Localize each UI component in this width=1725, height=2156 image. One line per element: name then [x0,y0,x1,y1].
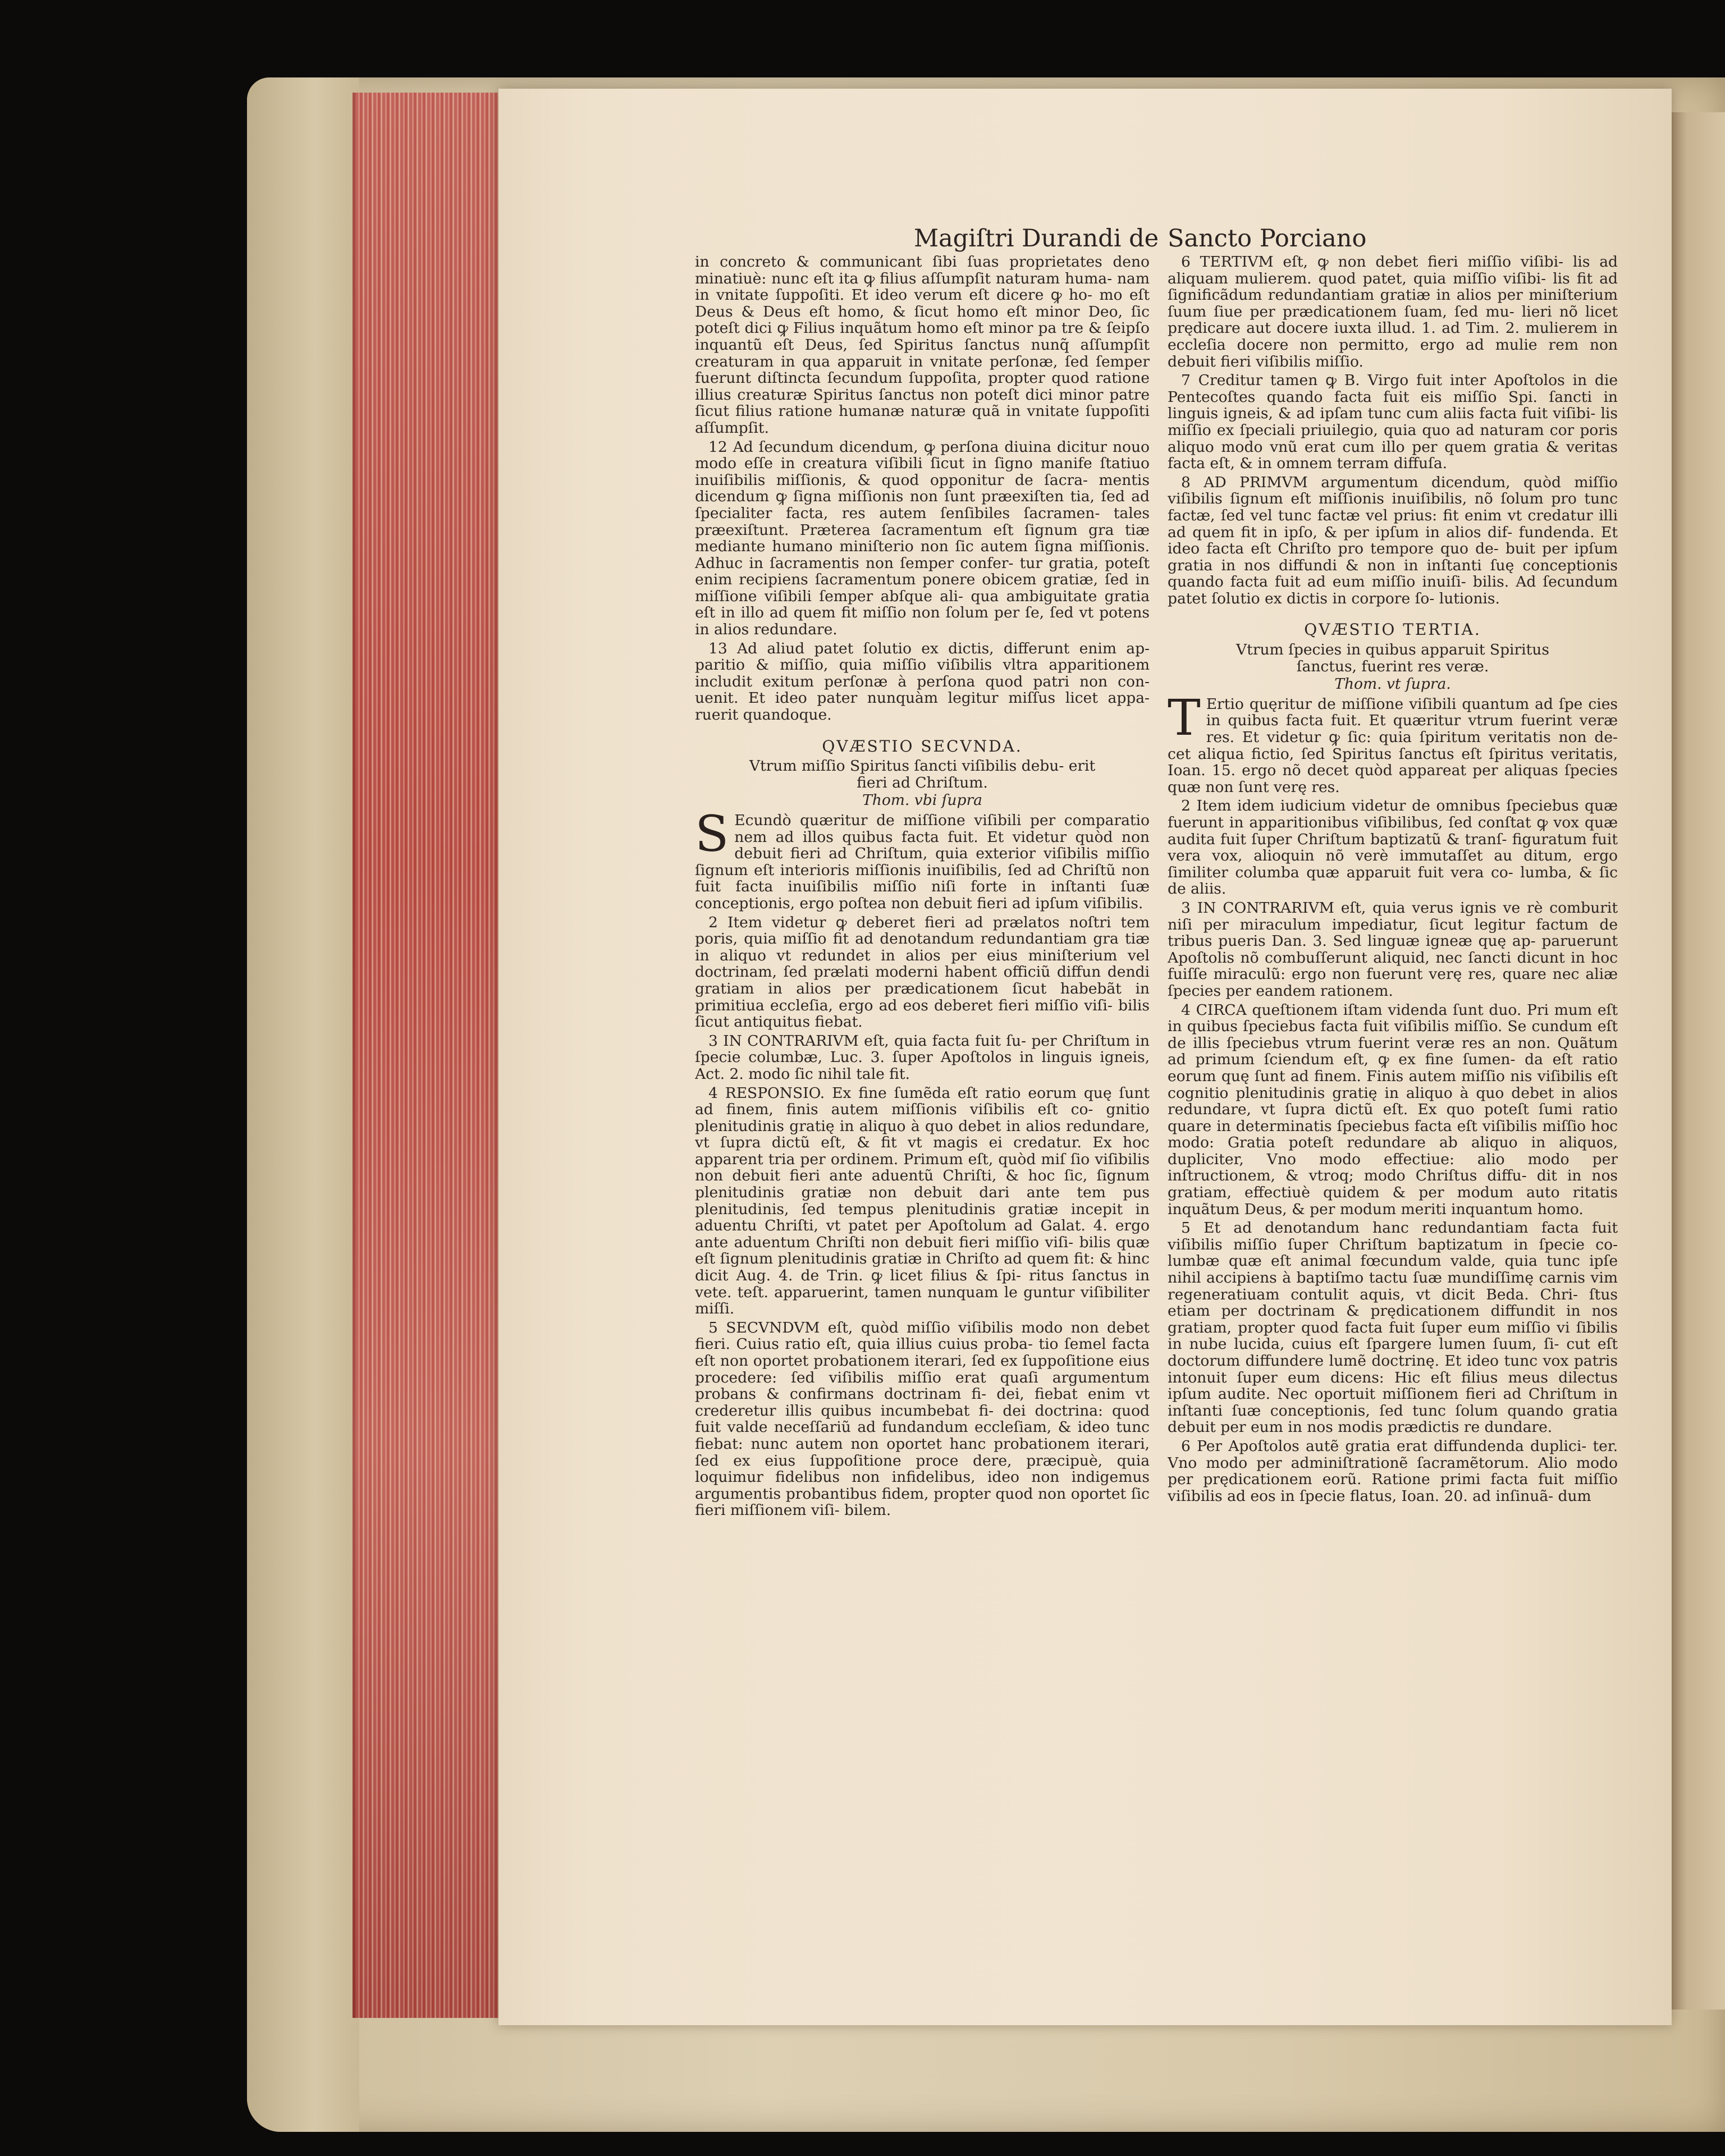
question-heading: QVÆSTIO TERTIA. [1304,620,1481,639]
paragraph: 4 CIRCA queſtionem iſtam videnda ſunt duo. Pri mum eſt in quibus ſpeciebus facta fuit viſibilis miſſio. Se cundum eſt de illis ſpeciebus vtrum fuerint veræ res an non. Quãtum ad primum ſciendum eſt, ꝙ ex fine ſumen‑ da eſt ratio eorum quę ſunt ad finem. Finis autem miſſio nis viſibilis eſt cognitio plenitudinis gratię in aliquo à quo debet in alios redundare, vt ſupra dictũ eſt. Ex quo poteſt ſumi ratio quare in determinatis ſpeciebus facta eſt viſibilis miſſio hoc modo: Gratia poteſt redundare ab aliquo in aliquos, dupliciter, Vno modo effectiue: alio modo per inſtructionem, & vtroq; modo Chriſtus diffu‑ dit in nos gratiam, effectiuè quidem & per modum auto ritatis inquãtum Deus, & per modum meriti inquantum homo. [1168,1001,1618,1218]
paragraph: 3 IN CONTRARIVM eſt, quia facta fuit ſu‑ per Chriſtum in ſpecie columbæ, Luc. 3. ſuper Apoſtolos in linguis igneis, Act. 2. modo ſic nihil tale fit. [695,1032,1150,1083]
question-reference: Thom. vbi ſupra [862,791,982,809]
paragraph-text: Ecundò quæritur de miſſione viſibili per comparatio nem ad illos quibus facta fuit. Et videtur quòd non debuit fieri ad Chriſtum, quia exterior viſibilis miſſio ſignum eſt interioris miſſionis inuiſibilis, ſed ad Chriſtũ non fuit facta inuiſibilis miſſio niſi forte in inſtanti ſuæ conceptionis, ergo poſtea non debuit fieri ad ipſum viſibilis. [695,812,1150,912]
question-heading: QVÆSTIO SECVNDA. [822,736,1023,756]
vellum-cover-fold [247,77,359,2132]
paragraph-with-initial [1168,688,1618,796]
paragraph-with-initial [695,805,1150,912]
red-page-edges-shading [353,93,498,2018]
paragraph: 5 SECVNDVM eſt, quòd miſſio viſibilis modo non debet fieri. Cuius ratio eſt, quia illius cuius proba‑ tio ſemel facta eſt non oportet probationem iterari, ſed ex ſuppoſitione eius procedere: ſed viſibilis miſſio erat quaſi argumentum probans & confirmans doctrinam fi‑ dei, fiebat enim vt crederetur illis quibus incumbebat fi‑ dei doctrina: quod fuit valde neceſſariũ ad fundandum eccleſiam, & ideo tunc fiebat: nunc autem non oportet hanc probationem iterari, ſed ex eius ſuppoſitione proce dere, præcipuè, quia loquimur fidelibus non infidelibus, ideo non indigemus argumentis probantibus fidem, propter quod non oportet ſic fieri miſſionem viſi‑ bilem. [695,1319,1150,1519]
paragraph: 6 Per Apoſtolos autẽ gratia erat diffundenda duplici‑ ter. Vno modo per adminiſtrationẽ ſacramẽtorum. Alio modo per prędicationem eorũ. Ratione primi facta fuit miſſio viſibilis ad eos in ſpecie flatus, Ioan. 20. ad inſinuã‑ dum [1168,1437,1618,1505]
paragraph: 2 Item idem iudicium videtur de omnibus ſpeciebus quæ fuerunt in apparitionibus viſibilibus, ſed conſtat ꝙ vox quæ audita fuit ſuper Chriſtum baptizatũ & tranſ‑ figuratum fuit vera vox, alioquin nõ verè immutaſſet au ditum, ergo ſimiliter columba quæ apparuit fuit vera co‑ lumba, & ſic de aliis. [1168,797,1618,898]
paragraph: 6 TERTIVM eſt, ꝙ non debet fieri miſſio viſibi‑ lis ad aliquam mulierem. quod patet, quia miſſio viſibi‑ lis fit ad ſignificãdum redundantiam gratiæ in alios per miniſterium ſuum ſiue per prædicationem ſuam, ſed mu‑ lieri nõ licet prędicare aut docere iuxta illud. 1. ad Tim. 2. mulierem in eccleſia docere non permitto, ergo ad mulie rem non debuit fieri viſibilis miſſio. [1168,254,1618,370]
question-subtitle: Vtrum miſſio Spiritus ſancti viſibilis debu‑ erit fieri ad Chriſtum. [749,757,1096,791]
left-text-column [695,254,1150,1848]
paragraph: 8 AD PRIMVM argumentum dicendum, quòd miſſio viſibilis ſignum eſt miſſionis inuiſibilis, nõ ſolum pro tunc factæ, ſed vel tunc factæ vel prius: fit enim vt credatur illi ad quem fit in ipſo, & per ipſum in alios dif‑ fundenda. Et ideo facta eſt Chriſto pro tempore quo de‑ buit per ipſum gratia in nos diffundi & non in inſtanti ſuę conceptionis quando facta fuit ad eum miſſio inuiſi‑ bilis. Ad ſecundum patet ſolutio ex dictis in corpore ſo‑ lutionis. [1168,473,1618,607]
paragraph: in concreto & communicant ſibi ſuas proprietates deno minatiuè: nunc eſt ita ꝙ filius aſſumpſit naturam huma‑ nam in vnitate ſuppoſiti. Et ideo verum eſt dicere ꝙ ho‑ mo eſt Deus & Deus eſt homo, & ſicut homo eſt minor Deo, ſic poteſt dici ꝙ Filius inquãtum homo eſt minor pa tre & ſeipſo inquantũ eſt Deus, ſed Spiritus ſanctus nunq̃ aſſumpſit creaturam in qua apparuit in vnitate perſonæ, ſed ſemper fuerunt diſtincta ſecundum ſuppoſita, propter quod ratione illius creaturæ Spiritus ſanctus non poteſt dici minor patre ſicut filius ratione humanæ naturæ quã in vnitate ſuppoſiti aſſumpſit. [695,254,1150,437]
running-head-right: Sancto Porciano [1168,225,1367,253]
drop-initial: S [695,805,729,863]
paragraph: 13 Ad aliud patet ſolutio ex dictis, differunt enim ap‑ paritio & miſſio, quia miſſio viſibilis vltra apparitionem includit exitum perſonæ à perſona quod patri non con‑ uenit. Et ideo pater nunquàm legitur miſſus licet appa‑ ruerit quandoque. [695,639,1150,724]
right-text-column [1168,254,1618,1848]
paragraph: 3 IN CONTRARIVM eſt, quia verus ignis ve rè comburit niſi per miraculum impediatur, ſicut legitur factum de tribus pueris Dan. 3. Sed linguæ igneæ quę ap‑ paruerunt Apoſtolis nõ combuſſerunt aliquid, nec ſancti dicunt in hoc fuiſſe miraculũ: ergo non fuerunt verę res, quare nec aliæ ſpecies per eandem rationem. [1168,899,1618,1000]
question-subtitle: Vtrum ſpecies in quibus apparuit Spiritus ſanctus, fuerint res veræ. [1236,641,1549,675]
paragraph: 5 Et ad denotandum hanc redundantiam facta fuit viſibilis miſſio ſuper Chriſtum baptizatum in ſpecie co‑ lumbæ quæ eſt animal fœcundum valde, quia tunc ipſe nihil accipiens à baptiſmo tactu ſuæ mundiſſimę carnis vim regeneratiuam contulit aquis, vt dicit Beda. Chri‑ ſtus etiam per doctrinam & prędicationem diffundit in nos gratiam, propter quod facta fuit ſuper eum miſſio vi ſibilis in nube lucida, cuius eſt ſpargere lumen ſuum, ſi‑ cut eſt doctorum diffundere lumẽ doctrinę. Et ideo tunc vox patris intonuit ſuper eum dicens: Hic eſt filius meus dilectus ipſum audite. Nec oportuit miſſionem fieri ad Chriſtum in inſtanti ſuæ conceptionis, ſed tunc ſolum quando gratia debuit per eum in nos modis prædictis re dundare. [1168,1219,1618,1436]
running-head-left: Magiſtri Durandi de [914,225,1159,253]
paragraph: 7 Creditur tamen ꝙ B. Virgo fuit inter Apoſtolos in die Pentecoſtes quando facta fuit eis miſſio Spi. ſancti in linguis igneis, & ad ipſam tunc cum aliis facta fuit viſibi‑ lis miſſio ex ſpeciali priuilegio, quia quo ad naturam cor poris aliquo modo vnũ erat cum illo per quem gratia & veritas facta eſt, & in omnem terram diffuſa. [1168,372,1618,473]
drop-initial: T [1168,688,1201,747]
paragraph-text: Ertio quęritur de miſſione viſibili quantum ad ſpe cies in quibus facta fuit. Et quæritur vtrum fuerint veræ res. Et videtur ꝙ ſic: quia ſpiritum veritatis non de‑ cet aliqua fictio, ſed Spiritus ſanctus eſt ſpiritus veritatis, Ioan. 15. ergo nõ decet quòd appareat per aliquas ſpecies quæ non ſunt verę res. [1168,695,1618,796]
paragraph: 4 RESPONSIO. Ex fine ſumẽda eſt ratio eorum quę ſunt ad finem, finis autem miſſionis viſibilis eſt co‑ gnitio plenitudinis gratię in aliquo à quo debet in alios redundare, vt ſupra dictũ eſt, & fit vt magis ei credatur. Ex hoc apparent tria per ordinem. Primum eſt, quòd miſ ſio viſibilis non debuit fieri ante aduentũ Chriſti, & hoc ſic, ſignum plenitudinis gratiæ non debuit dari ante tem pus plenitudinis, ſed tempus plenitudinis gratiæ incepit in aduentu Chriſti, vt patet per Apoſtolum ad Galat. 4. ergo ante aduentum Chriſti non debuit fieri miſſio viſi‑ bilis quæ eſt ſignum plenitudinis gratiæ in Chriſto ad quem fit: & hinc dicit Aug. 4. de Trin. ꝙ licet filius & ſpi‑ ritus ſanctus in vete. teſt. apparuerint, tamen nunquam le guntur viſibiliter miſſi. [695,1084,1150,1318]
paragraph: 2 Item videtur ꝙ deberet fieri ad prælatos noſtri tem poris, quia miſſio fit ad denotandum redundantiam gra tiæ in aliquo vt redundet in alios per eius miniſterium vel doctrinam, ſed prælati moderni habent officiũ diffun dendi gratiam in alios per prædicationem ſicut habebãt in primitiua eccleſia, ergo ad eos deberet fieri miſſio viſi‑ bilis ſicut antiquitus fiebat. [695,913,1150,1031]
question-reference: Thom. vt ſupra. [1334,675,1451,693]
paragraph: 12 Ad ſecundum dicendum, ꝙ perſona diuina dicitur nouo modo eſſe in creatura viſibili ſicut in ſigno manife ſtatiuo inuiſibilis miſſionis, & quod opponitur de ſacra‑ mentis dicendum ꝙ ſigna miſſionis non ſunt præexiſten tia, ſed ad ſpecialiter facta, res autem ſenſibiles ſacramen‑ tales præexiſtunt. Præterea ſacramentum eſt ſignum gra tiæ mediante humano miniſterio non ſic autem ſigna miſſionis. Adhuc in ſacramentis non ſemper confer‑ tur gratia, poteſt enim recipiens ſacramentum ponere obicem gratiæ, ſed in miſſione viſibili ſemper abſque ali‑ qua ambiguitate gratia eſt in illo ad quem fit miſſio non ſolum per ſe, ſed vt potens in alios redundare. [695,438,1150,639]
